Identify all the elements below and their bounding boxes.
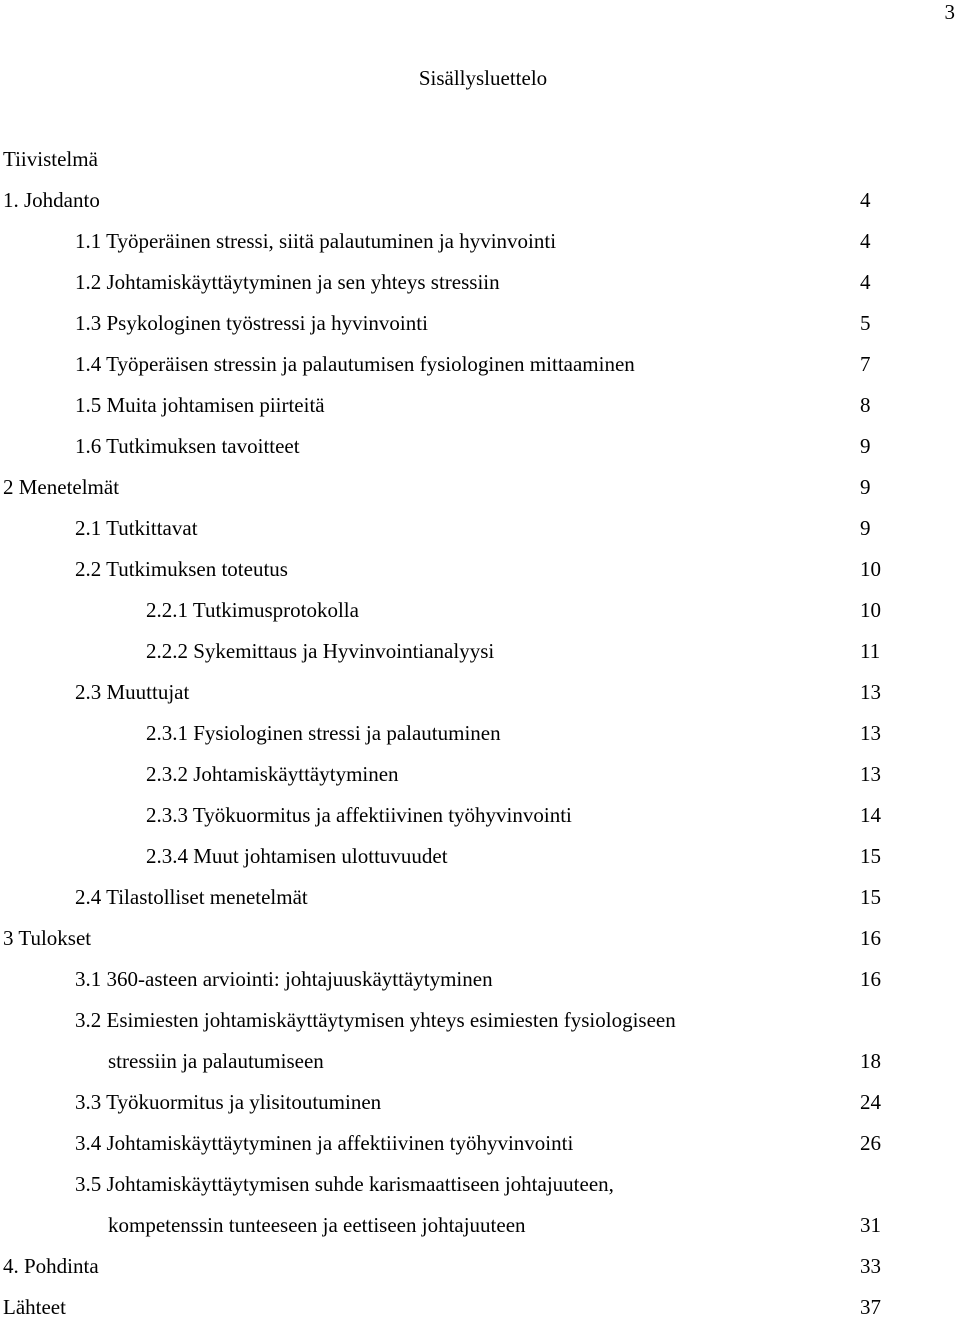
toc-entry-label: Tiivistelmä	[3, 147, 98, 171]
toc-entry-label: 1.5 Muita johtamisen piirteitä	[75, 393, 325, 417]
toc-entry	[0, 1131, 960, 1172]
toc-entry-label: 3.1 360-asteen arviointi: johtajuuskäyttäytyminen	[75, 967, 493, 991]
table-of-contents	[0, 147, 960, 1336]
toc-entry-label: 2.2.2 Sykemittaus ja Hyvinvointianalyysi	[146, 639, 495, 663]
toc-entry-page-number: 31	[860, 1213, 881, 1237]
toc-entry-label: 4. Pohdinta	[3, 1254, 99, 1278]
toc-entry	[0, 270, 960, 311]
toc-entry-page-number: 4	[860, 188, 871, 212]
toc-entry	[0, 967, 960, 1008]
toc-entry	[0, 147, 960, 188]
toc-entry	[0, 598, 960, 639]
toc-entry-label: 3.2 Esimiesten johtamiskäyttäytymisen yhteys esimiesten fysiologiseen	[75, 1008, 676, 1032]
toc-entry-label: 1.1 Työperäinen stressi, siitä palautuminen ja hyvinvointi	[75, 229, 557, 253]
toc-entry-page-number: 10	[860, 598, 881, 622]
toc-entry-page-number: 9	[860, 475, 871, 499]
toc-entry-label: 2.3.2 Johtamiskäyttäytyminen	[146, 762, 399, 786]
toc-entry	[0, 516, 960, 557]
toc-entry-page-number: 16	[860, 926, 881, 950]
toc-entry-page-number: 4	[860, 270, 871, 294]
toc-entry-page-number: 5	[860, 311, 871, 335]
toc-entry-page-number: 10	[860, 557, 881, 581]
toc-entry-page-number: 26	[860, 1131, 881, 1155]
toc-entry-label: 2.2 Tutkimuksen toteutus	[75, 557, 288, 581]
toc-entry	[0, 557, 960, 598]
toc-entry-page-number: 33	[860, 1254, 881, 1278]
toc-entry-page-number: 8	[860, 393, 871, 417]
toc-entry-label: 1.3 Psykologinen työstressi ja hyvinvointi	[75, 311, 428, 335]
toc-entry	[0, 762, 960, 803]
toc-entry-label: 2.3.4 Muut johtamisen ulottuvuudet	[146, 844, 448, 868]
toc-entry	[0, 1090, 960, 1131]
toc-entry	[0, 1254, 960, 1295]
toc-entry-page-number: 13	[860, 762, 881, 786]
toc-entry	[0, 1049, 960, 1090]
toc-entry	[0, 475, 960, 516]
toc-entry	[0, 926, 960, 967]
toc-entry-page-number: 14	[860, 803, 881, 827]
toc-entry-label: 2.3.1 Fysiologinen stressi ja palautuminen	[146, 721, 501, 745]
toc-entry-label: kompetenssin tunteeseen ja eettiseen johtajuuteen	[108, 1213, 526, 1237]
toc-entry-label: 2.1 Tutkittavat	[75, 516, 198, 540]
toc-entry-page-number: 37	[860, 1295, 881, 1319]
toc-entry	[0, 311, 960, 352]
toc-entry-page-number: 16	[860, 967, 881, 991]
toc-entry	[0, 229, 960, 270]
toc-entry	[0, 393, 960, 434]
toc-entry	[0, 434, 960, 475]
toc-entry-page-number: 9	[860, 516, 871, 540]
toc-entry	[0, 188, 960, 229]
toc-entry-label: stressiin ja palautumiseen	[108, 1049, 324, 1073]
toc-entry-label: 2.3.3 Työkuormitus ja affektiivinen työhyvinvointi	[146, 803, 572, 827]
toc-entry	[0, 1295, 960, 1336]
toc-entry-label: 1.4 Työperäisen stressin ja palautumisen fysiologinen mittaaminen	[75, 352, 635, 376]
toc-entry-label: 2.2.1 Tutkimusprotokolla	[146, 598, 359, 622]
toc-entry-label: Lähteet	[3, 1295, 66, 1319]
toc-entry-page-number: 24	[860, 1090, 881, 1114]
toc-entry-label: 2 Menetelmät	[3, 475, 120, 499]
toc-entry-label: 1.6 Tutkimuksen tavoitteet	[75, 434, 300, 458]
toc-entry	[0, 844, 960, 885]
toc-entry-page-number: 15	[860, 885, 881, 909]
toc-entry-label: 3.3 Työkuormitus ja ylisitoutuminen	[75, 1090, 382, 1114]
toc-entry	[0, 639, 960, 680]
toc-entry	[0, 721, 960, 762]
toc-entry-page-number: 13	[860, 680, 881, 704]
toc-entry-page-number: 15	[860, 844, 881, 868]
toc-title: Sisällysluettelo	[418, 66, 548, 90]
toc-entry	[0, 1008, 960, 1049]
toc-entry-page-number: 7	[860, 352, 871, 376]
toc-entry	[0, 803, 960, 844]
toc-entry-label: 2.4 Tilastolliset menetelmät	[75, 885, 308, 909]
toc-entry	[0, 885, 960, 926]
toc-entry-page-number: 4	[860, 229, 871, 253]
toc-entry-page-number: 18	[860, 1049, 881, 1073]
page-number: 3	[944, 0, 955, 24]
toc-entry	[0, 1172, 960, 1213]
toc-entry	[0, 680, 960, 721]
toc-entry-label: 3.5 Johtamiskäyttäytymisen suhde karismaattiseen johtajuuteen,	[75, 1172, 614, 1196]
toc-entry-page-number: 9	[860, 434, 871, 458]
toc-entry	[0, 352, 960, 393]
toc-entry-label: 2.3 Muuttujat	[75, 680, 190, 704]
toc-entry-label: 3 Tulokset	[3, 926, 92, 950]
toc-entry-label: 1.2 Johtamiskäyttäytyminen ja sen yhteys stressiin	[75, 270, 500, 294]
toc-entry	[0, 1213, 960, 1254]
toc-entry-page-number: 11	[860, 639, 881, 663]
toc-entry-page-number: 13	[860, 721, 881, 745]
toc-entry-label: 1. Johdanto	[3, 188, 100, 212]
toc-entry-label: 3.4 Johtamiskäyttäytyminen ja affektiivinen työhyvinvointi	[75, 1131, 574, 1155]
